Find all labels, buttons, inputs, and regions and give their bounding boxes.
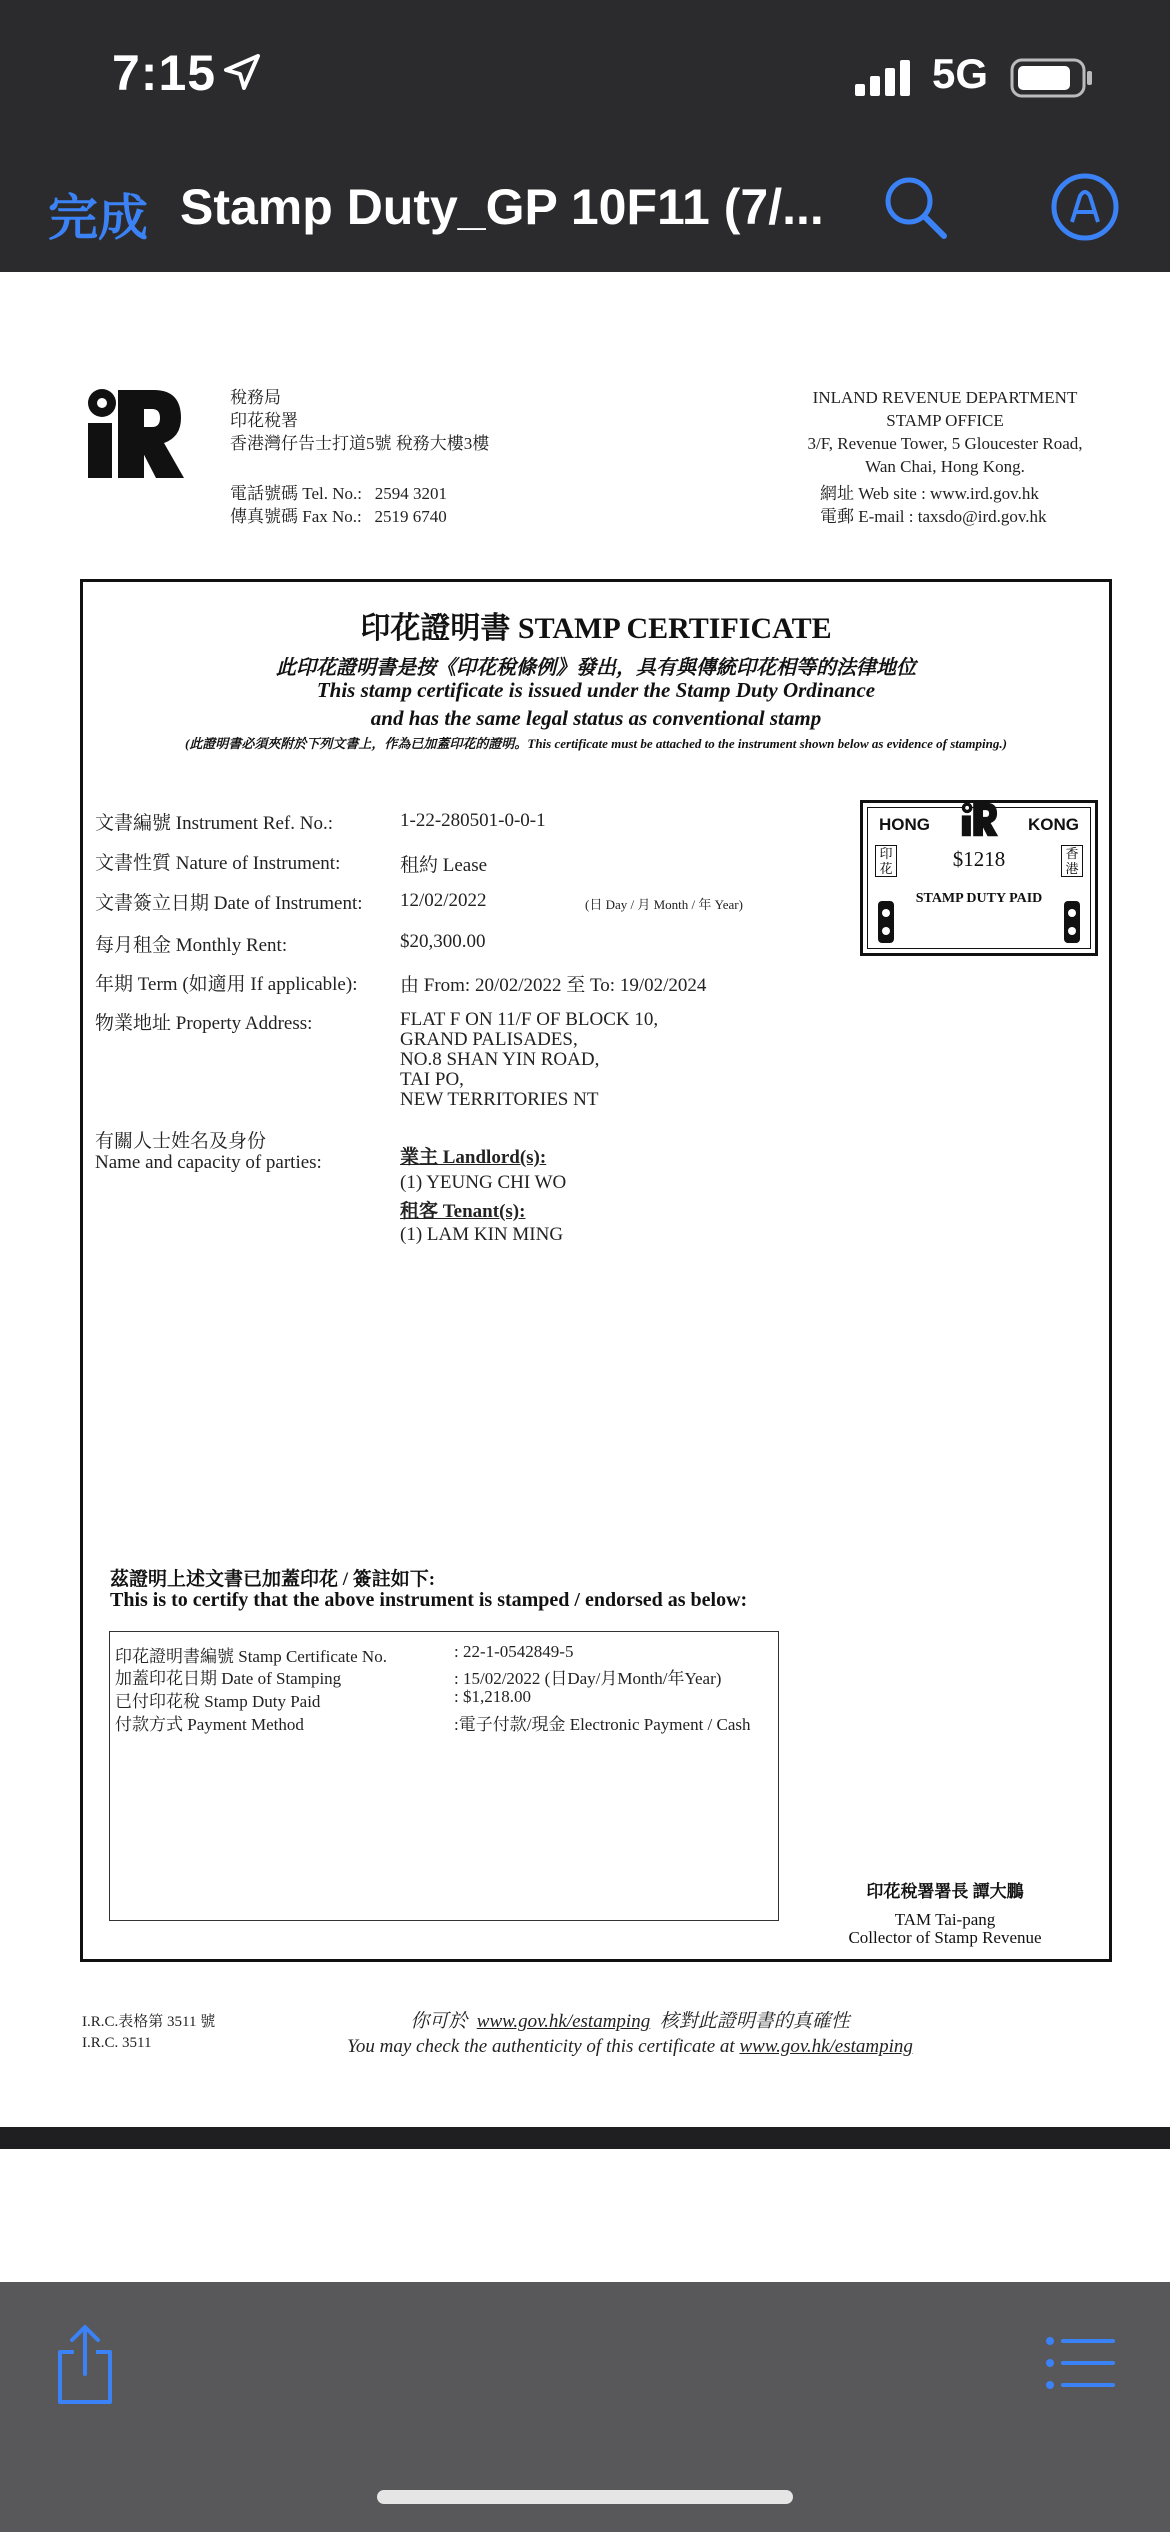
term-label: 年期 Term (如適用 If applicable):: [95, 974, 358, 995]
estamping-link-en[interactable]: www.gov.hk/estamping: [739, 2036, 913, 2057]
certificate-title: 印花證明書 STAMP CERTIFICATE: [360, 612, 832, 645]
list-icon[interactable]: [1045, 2335, 1117, 2391]
payment-method-label: 付款方式 Payment Method: [115, 1715, 304, 1734]
stamp-amount: $1218: [952, 847, 1006, 871]
date-format: (日 Day / 月 Month / 年 Year): [585, 897, 743, 912]
rent-value: $20,300.00: [400, 931, 486, 952]
landlord-heading: 業主 Landlord(s):: [400, 1147, 547, 1168]
payment-method-value: :電子付款/現金 Electronic Payment / Cash: [454, 1715, 751, 1734]
contact-phone-fax: 電話號碼 Tel. No.: 2594 3201 傳真號碼 Fax No.: 2519 6740: [230, 484, 447, 526]
stamp-side-right: 香港: [1061, 845, 1083, 877]
stamp-kong: KONG: [1028, 815, 1079, 834]
share-icon[interactable]: [52, 2322, 118, 2406]
ird-logo: [86, 385, 186, 480]
stamp-cert-no-label: 印花證明書編號 Stamp Certificate No.: [115, 1647, 387, 1666]
tenant-heading: 租客 Tenant(s):: [400, 1201, 526, 1222]
tenant-name: (1) LAM KIN MING: [400, 1224, 564, 1245]
parties-label: 有關人士姓名及身份 Name and capacity of parties:: [95, 1131, 322, 1173]
stamp-side-left: 印花: [875, 845, 897, 877]
search-icon[interactable]: [880, 172, 950, 242]
certificate-note: (此證明書必須夾附於下列文書上，作為已加蓋印花的證明。This certificate must be attached to the instrument shown below as evidence of stamping.): [185, 736, 1007, 751]
stamp-ird-logo: [959, 801, 1001, 837]
nature-label: 文書性質 Nature of Instrument:: [95, 853, 341, 874]
authenticity-check-en: You may check the authenticity of this certificate at www.gov.hk/estamping: [347, 2036, 913, 2057]
page-separator: [0, 2127, 1170, 2149]
form-number-en: I.R.C. 3511: [82, 2035, 152, 2051]
signal-icon: [855, 60, 915, 96]
collector-title-en: Collector of Stamp Revenue: [848, 1928, 1042, 1947]
home-indicator[interactable]: [377, 2490, 793, 2504]
stamp-hong: HONG: [879, 815, 930, 834]
stamp-cert-no-value: : 22-1-0542849-5: [454, 1642, 574, 1661]
landlord-name: (1) YEUNG CHI WO: [400, 1172, 567, 1193]
stamp-ornament-left: [875, 899, 897, 945]
status-time: 7:15: [112, 45, 217, 101]
collector-title-zh: 印花稅署署長 譚大鵬: [866, 1882, 1024, 1901]
certificate-subtitle-zh: 此印花證明書是按《印花稅條例》發出，具有與傳統印花相等的法律地位: [276, 657, 916, 679]
location-arrow-icon: [222, 52, 262, 92]
done-button[interactable]: 完成: [48, 190, 148, 246]
term-value: 由 From: 20/02/2022 至 To: 19/02/2024: [400, 975, 707, 996]
stamp-duty-paid-stamp: [860, 800, 1098, 956]
nature-value: 租約 Lease: [400, 855, 488, 876]
duty-paid-value: : $1,218.00: [454, 1687, 531, 1706]
department-header-zh: 稅務局 印花稅署 香港灣仔告士打道5號 稅務大樓3樓: [230, 388, 490, 453]
stamping-date-label: 加蓋印花日期 Date of Stamping: [115, 1669, 342, 1688]
certify-statement-zh: 茲證明上述文書已加蓋印花 / 簽註如下:: [110, 1569, 436, 1590]
collector-name: TAM Tai-pang: [894, 1910, 996, 1929]
network-type: 5G: [932, 50, 989, 97]
stamp-ornament-right: [1061, 899, 1083, 945]
date-value: 12/02/2022: [400, 890, 487, 911]
date-label: 文書簽立日期 Date of Instrument:: [95, 893, 363, 914]
authenticity-check-zh: 你可於 www.gov.hk/estamping 核對此證明書的真確性: [410, 2011, 850, 2032]
ref-label: 文書編號 Instrument Ref. No.:: [95, 813, 334, 834]
markup-icon[interactable]: [1050, 172, 1120, 242]
stamping-date-value: : 15/02/2022 (日Day/月Month/年Year): [454, 1669, 722, 1688]
estamping-link-zh[interactable]: www.gov.hk/estamping: [476, 2011, 651, 2032]
battery-icon: [1010, 58, 1094, 98]
certificate-subtitle-en-2: and has the same legal status as conventional stamp: [370, 706, 822, 730]
form-number-zh: I.R.C.表格第 3511 號: [82, 2014, 216, 2030]
duty-paid-label: 已付印花稅 Stamp Duty Paid: [115, 1692, 321, 1711]
certificate-subtitle-en-1: This stamp certificate is issued under the Stamp Duty Ordinance: [316, 678, 876, 702]
contact-web-email: 網址 Web site : www.ird.gov.hk 電郵 E-mail : taxsdo@ird.gov.hk: [820, 484, 1047, 526]
department-header-en: INLAND REVENUE DEPARTMENT STAMP OFFICE 3/F, Revenue Tower, 5 Gloucester Road, Wan Chai, Hong Kong.: [807, 388, 1083, 476]
stamp-paid-text: STAMP DUTY PAID: [915, 891, 1043, 906]
certify-statement-en: This is to certify that the above instrument is stamped / endorsed as below:: [110, 1589, 748, 1611]
address-label: 物業地址 Property Address:: [95, 1013, 313, 1034]
address-value: FLAT F ON 11/F OF BLOCK 10, GRAND PALISADES, NO.8 SHAN YIN ROAD, TAI PO, NEW TERRITORIES NT: [400, 1009, 659, 1110]
rent-label: 每月租金 Monthly Rent:: [95, 935, 288, 956]
ref-value: 1-22-280501-0-0-1: [400, 810, 546, 831]
document-title: Stamp Duty_GP 10F11 (7/...: [180, 179, 824, 235]
